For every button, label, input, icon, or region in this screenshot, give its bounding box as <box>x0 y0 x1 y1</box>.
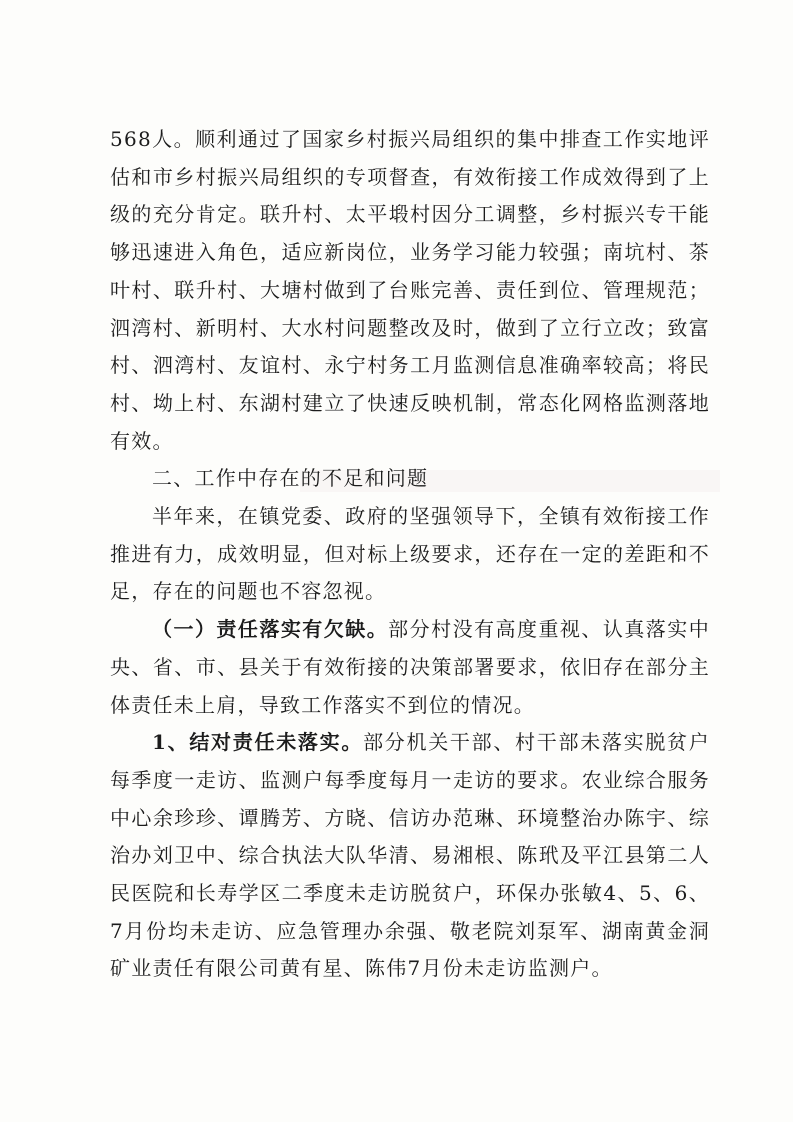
paragraph-text: 半年来，在镇党委、政府的坚强领导下，全镇有效衔接工作推进有力，成效明显，但对标上级要求，还存在一定的差距和不足，存在的问题也不容忽视。 <box>110 504 710 604</box>
document-body <box>110 121 710 988</box>
subheading-bold: （一）责任落实有欠缺。 <box>152 617 389 642</box>
paragraph-text: 部分机关干部、村干部未落实脱贫户每季度一走访、监测户每季度每月一走访的要求。农业综合服务中心余珍珍、谭腾芳、方晓、信访办范琳、环境整治办陈宇、综治办刘卫中、综合执法大队华清、易湘根、陈玳及平江县第二人民医院和长寿学区二季度未走访脱贫户，环保办张敏4、5、6、7月份均未走访、应急管理办余强、敬老院刘泵军、湖南黄金洞矿业责任有限公司黄有星、陈伟7月份未走访监测户。 <box>110 730 711 981</box>
paragraph-text: 部分村没有高度重视、认真落实中央、省、市、县关于有效衔接的决策部署要求，依旧存在部分主体责任未上肩，导致工作落实不到位的情况。 <box>110 617 711 717</box>
paragraph-overview <box>110 498 710 611</box>
section-heading-text: 二、工作中存在的不足和问题 <box>152 466 429 491</box>
paragraph-achievements <box>110 121 710 460</box>
section-heading <box>110 460 710 498</box>
subheading-bold: 1、结对责任未落实。 <box>152 730 364 755</box>
paragraph-responsibility <box>110 611 710 724</box>
paragraph-text: 568人。顺利通过了国家乡村振兴局组织的集中排查工作实地评估和市乡村振兴局组织的专项督查，有效衔接工作成效得到了上级的充分肯定。联升村、太平塅村因分工调整，乡村振兴专干能够迅速进入角色，适应新岗位，业务学习能力较强；南坑村、茶叶村、联升村、大塘村做到了台账完善、责任到位、管理规范；泗湾村、新明村、大水村问题整改及时，做到了立行立改；致富村、泗湾村、友谊村、永宁村务工月监测信息准确率较高；将民村、坳上村、东湖村建立了快速反映机制，常态化网格监测落地有效。 <box>110 127 710 453</box>
paragraph-pairing-duty <box>110 724 710 988</box>
